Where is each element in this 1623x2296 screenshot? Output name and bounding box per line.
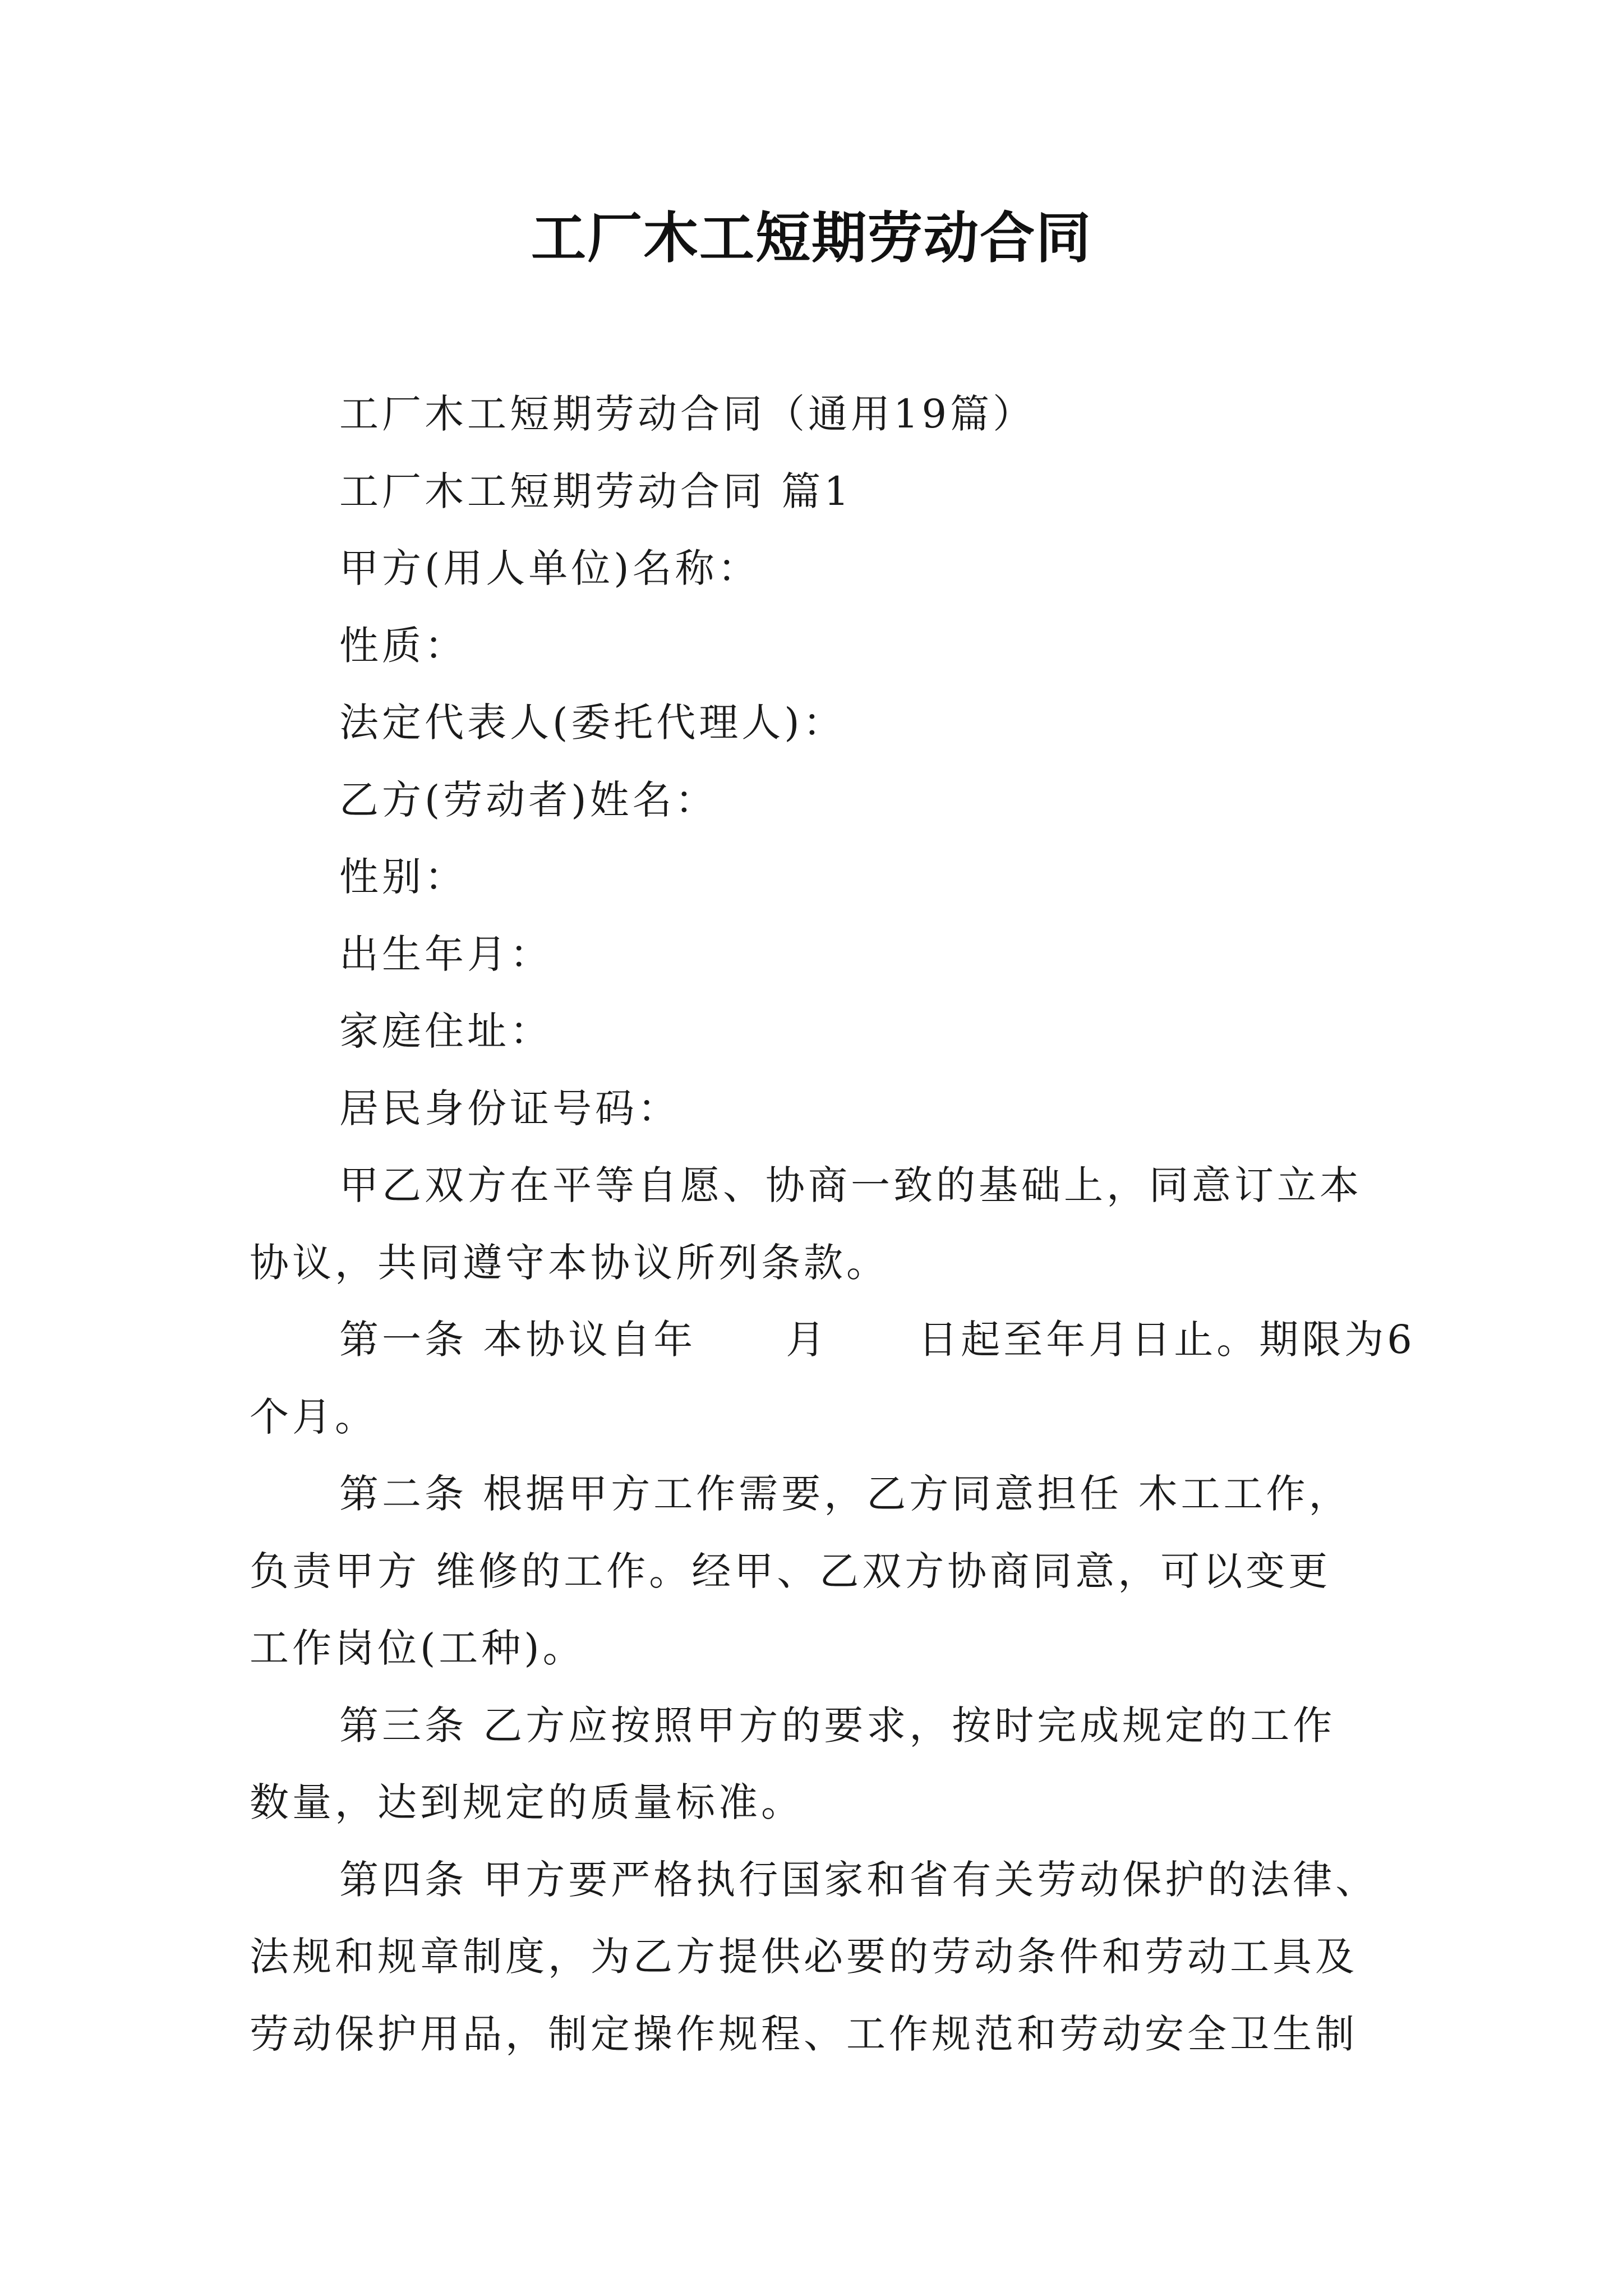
- article-4-line-1: 第四条 甲方要严格执行国家和省有关劳动保护的法律、: [339, 1856, 1378, 1903]
- article-3-line-2: 数量，达到规定的质量标准。: [250, 1779, 804, 1825]
- document-title: 工厂木工短期劳动合同: [531, 206, 1092, 270]
- section-heading: 工厂木工短期劳动合同 篇1: [339, 468, 852, 514]
- article-4-line-2: 法规和规章制度，为乙方提供必要的劳动条件和劳动工具及: [250, 1934, 1358, 1980]
- article-3-line-1: 第三条 乙方应按照甲方的要求，按时完成规定的工作: [339, 1702, 1336, 1749]
- article-1-line-1: [250, 1301, 1415, 1379]
- preamble-line-1: 甲乙双方在平等自愿、协商一致的基础上，同意订立本: [339, 1162, 1362, 1208]
- field-party-a-name: 甲方(用人单位)名称：: [339, 545, 760, 591]
- article-1-part-c: 日起至年月日止。期限为6: [918, 1317, 1415, 1363]
- document-body: [250, 376, 1415, 2073]
- article-2-line-2: 负责甲方 维修的工作。经甲、乙双方协商同意，可以变更: [250, 1548, 1331, 1594]
- article-1-line-2: 个月。: [250, 1393, 377, 1440]
- field-party-b-name: 乙方(劳动者)姓名：: [339, 776, 718, 823]
- field-birth: 出生年月：: [339, 931, 552, 977]
- field-gender: 性别：: [339, 854, 467, 900]
- field-id-number: 居民身份证号码：: [339, 1085, 680, 1131]
- field-address: 家庭住址：: [339, 1008, 552, 1054]
- article-2-line-1: 第二条 根据甲方工作需要，乙方同意担任 木工工作，: [339, 1471, 1352, 1517]
- article-1-part-a: 第一条 本协议自年: [339, 1317, 697, 1363]
- article-4-line-3: 劳动保护用品，制定操作规程、工作规范和劳动安全卫生制: [250, 2010, 1358, 2057]
- article-1-part-b: 月: [786, 1317, 829, 1363]
- preamble-line-2: 协议，共同遵守本协议所列条款。: [250, 1239, 889, 1286]
- subtitle-line: 工厂木工短期劳动合同（通用19篇）: [339, 391, 1036, 437]
- field-legal-rep: 法定代表人(委托代理人)：: [339, 700, 846, 746]
- article-2-line-3: 工作岗位(工种)。: [250, 1625, 585, 1671]
- field-nature: 性质：: [339, 622, 467, 669]
